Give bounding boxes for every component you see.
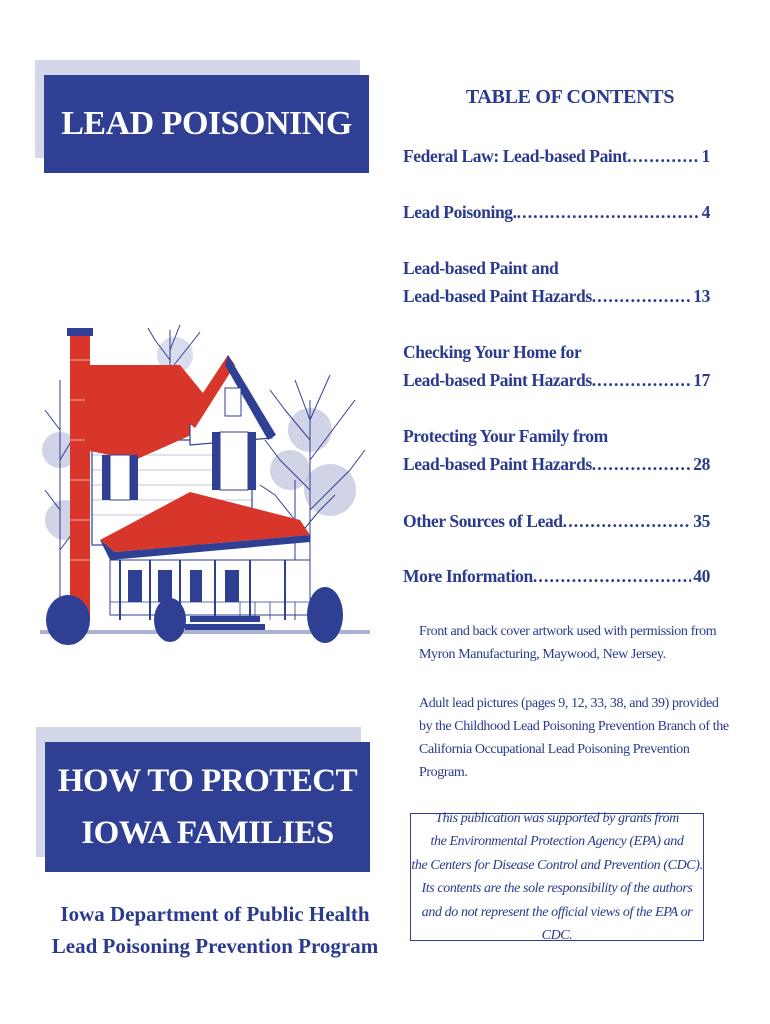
toc-entry [403,142,710,170]
toc-page-number: 1 [701,146,710,166]
leader-dots [517,198,700,226]
credit-line: by the Childhood Lead Poisoning Prevention Branch of the [419,719,729,734]
toc-entry [403,422,710,478]
toc-page-number: 4 [701,202,710,222]
leader-dots [592,450,692,478]
grant-notice-box [410,810,704,943]
grant-line: This publication was supported by grants from [435,810,679,826]
grant-line: the Environmental Protection Agency (EPA) and [430,834,684,849]
grant-line: the Centers for Disease Control and Prevention (CDC). [411,857,703,873]
leader-dots [533,562,691,590]
toc-entry-label: Federal Law: Lead-based Paint [403,146,628,166]
toc-entry-label: Checking Your Home for [403,342,582,362]
grant-line: Its contents are the sole responsibility of the authors [421,881,693,896]
toc-entry-label: Lead-based Paint Hazards [403,454,592,474]
toc-entry [403,562,710,590]
toc-heading: TABLE OF CONTENTS [465,86,675,108]
subtitle-line-2: IOWA FAMILIES [81,815,334,851]
page-title: LEAD POISONING [61,105,352,142]
title-banner [44,75,369,173]
toc-entry-label: More Information [403,566,533,586]
toc-page-number: 40 [693,566,710,586]
grant-line: and do not represent the official views of the EPA or CDC. [421,904,693,943]
toc-entry [403,507,710,535]
toc-entry [403,254,710,310]
toc-entry-label: Lead-based Paint Hazards [403,370,592,390]
toc-entry [403,338,710,394]
toc-page-number: 28 [693,454,710,474]
credit-line: Myron Manufacturing, Maywood, New Jersey. [419,647,666,662]
toc-page-number: 13 [693,286,710,306]
program-name: Lead Poisoning Prevention Program [51,934,379,958]
credit-line: Adult lead pictures (pages 9, 12, 33, 38, and 39) provided [419,696,719,711]
leader-dots [592,366,692,394]
toc-page-number: 35 [693,511,710,531]
artwork-credit [419,620,729,666]
credit-line: Front and back cover artwork used with permission from [419,624,717,639]
subtitle-line-1: HOW TO PROTECT [57,763,358,799]
toc-entry-label: Lead-based Paint and [403,258,559,278]
leader-dots [563,507,692,535]
leader-dots [627,142,699,170]
toc-entry-label: Protecting Your Family from [403,426,608,446]
toc-entry-label: Lead-based Paint Hazards [403,286,592,306]
leader-dots [592,282,692,310]
subtitle-banner [45,742,370,872]
credit-line: California Occupational Lead Poisoning Prevention Program. [419,742,690,780]
toc-page-number: 17 [693,370,710,390]
victorian-house-illustration [40,320,370,650]
department-name: Iowa Department of Public Health [60,902,370,926]
toc-entry-label: Other Sources of Lead [403,511,563,531]
toc-entry-label: Lead Poisoning. [403,202,517,222]
pictures-credit [419,692,729,784]
toc-entry [403,198,710,226]
